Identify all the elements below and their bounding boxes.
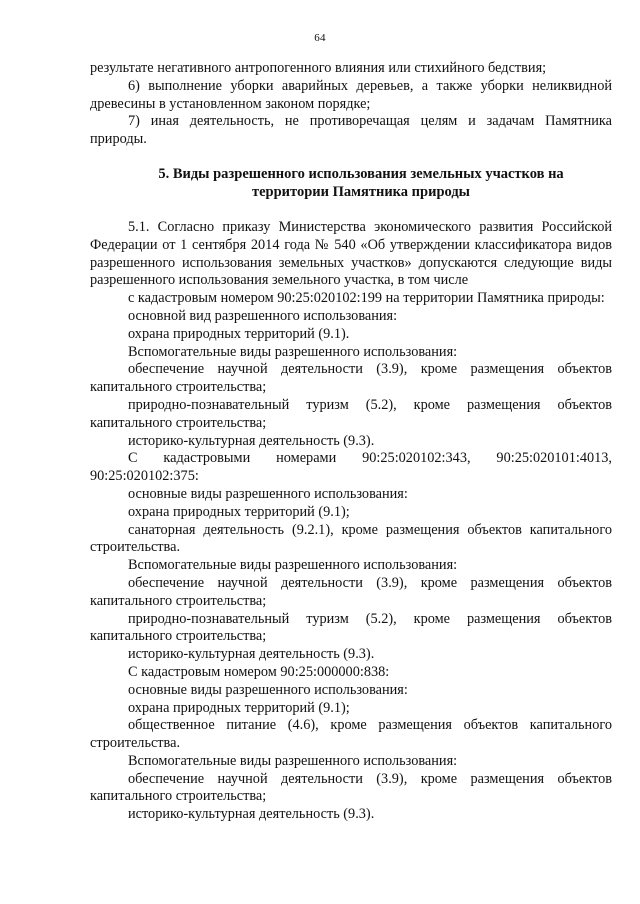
intro-paragraphs	[90, 60, 612, 149]
paragraph: Вспомогательные виды разрешенного использования:	[128, 557, 458, 574]
paragraph: историко-культурная деятельность (9.3).	[128, 646, 375, 663]
page-number: 64	[314, 32, 326, 44]
paragraph: С кадастровыми номерами 90:25:020102:343, 90:25:020101:4013, 90:25:020102:375:	[90, 450, 612, 485]
paragraph: основные виды разрешенного использования:	[128, 681, 408, 698]
paragraph: общественное питание (4.6), кроме размещения объектов капитального строительства.	[90, 717, 612, 752]
section-heading	[90, 165, 612, 201]
paragraph: 7) иная деятельность, не противоречащая целям и задачам Памятника природы.	[90, 113, 612, 148]
section-heading-line-2: территории Памятника природы	[251, 183, 471, 200]
paragraph: обеспечение научной деятельности (3.9), кроме размещения объектов капитального строительства;	[90, 574, 612, 609]
paragraph: основные виды разрешенного использования:	[128, 485, 408, 502]
paragraph: охрана природных территорий (9.1);	[128, 699, 350, 716]
paragraph: охрана природных территорий (9.1).	[128, 325, 350, 342]
paragraph: Вспомогательные виды разрешенного использования:	[128, 343, 458, 360]
paragraph: С кадастровым номером 90:25:000000:838:	[128, 663, 390, 680]
paragraph: с кадастровым номером 90:25:020102:199 на территории Памятника природы:	[128, 290, 605, 307]
paragraph: санаторная деятельность (9.2.1), кроме размещения объектов капитального строительства.	[90, 521, 612, 556]
section-paragraphs	[90, 219, 612, 824]
paragraph: результате негативного антропогенного влияния или стихийного бедствия;	[90, 60, 547, 76]
paragraph: обеспечение научной деятельности (3.9), кроме размещения объектов капитального строительства;	[90, 361, 612, 396]
paragraph: историко-культурная деятельность (9.3).	[128, 806, 375, 823]
paragraph: охрана природных территорий (9.1);	[128, 503, 350, 520]
paragraph: 5.1. Согласно приказу Министерства экономического развития Российской Федерации от 1 сентября 2014 года № 540 «Об утверждении классификатора видов разрешенного использования земельных участков» допускаются следующие виды разрешенного использования земельного участка, в том числе	[90, 218, 612, 289]
paragraph: историко-культурная деятельность (9.3).	[128, 432, 375, 449]
paragraph: основной вид разрешенного использования:	[128, 307, 398, 324]
paragraph: обеспечение научной деятельности (3.9), кроме размещения объектов капитального строительства;	[90, 770, 612, 805]
paragraph: природно-познавательный туризм (5.2), кроме размещения объектов капитального строительства;	[90, 610, 612, 645]
document-body	[90, 60, 612, 824]
paragraph: Вспомогательные виды разрешенного использования:	[128, 752, 458, 769]
paragraph: 6) выполнение уборки аварийных деревьев, а также уборки неликвидной древесины в установленном законом порядке;	[90, 77, 612, 112]
paragraph: природно-познавательный туризм (5.2), кроме размещения объектов капитального строительства;	[90, 396, 612, 431]
section-heading-line-1: 5. Виды разрешенного использования земельных участков на	[158, 165, 564, 182]
